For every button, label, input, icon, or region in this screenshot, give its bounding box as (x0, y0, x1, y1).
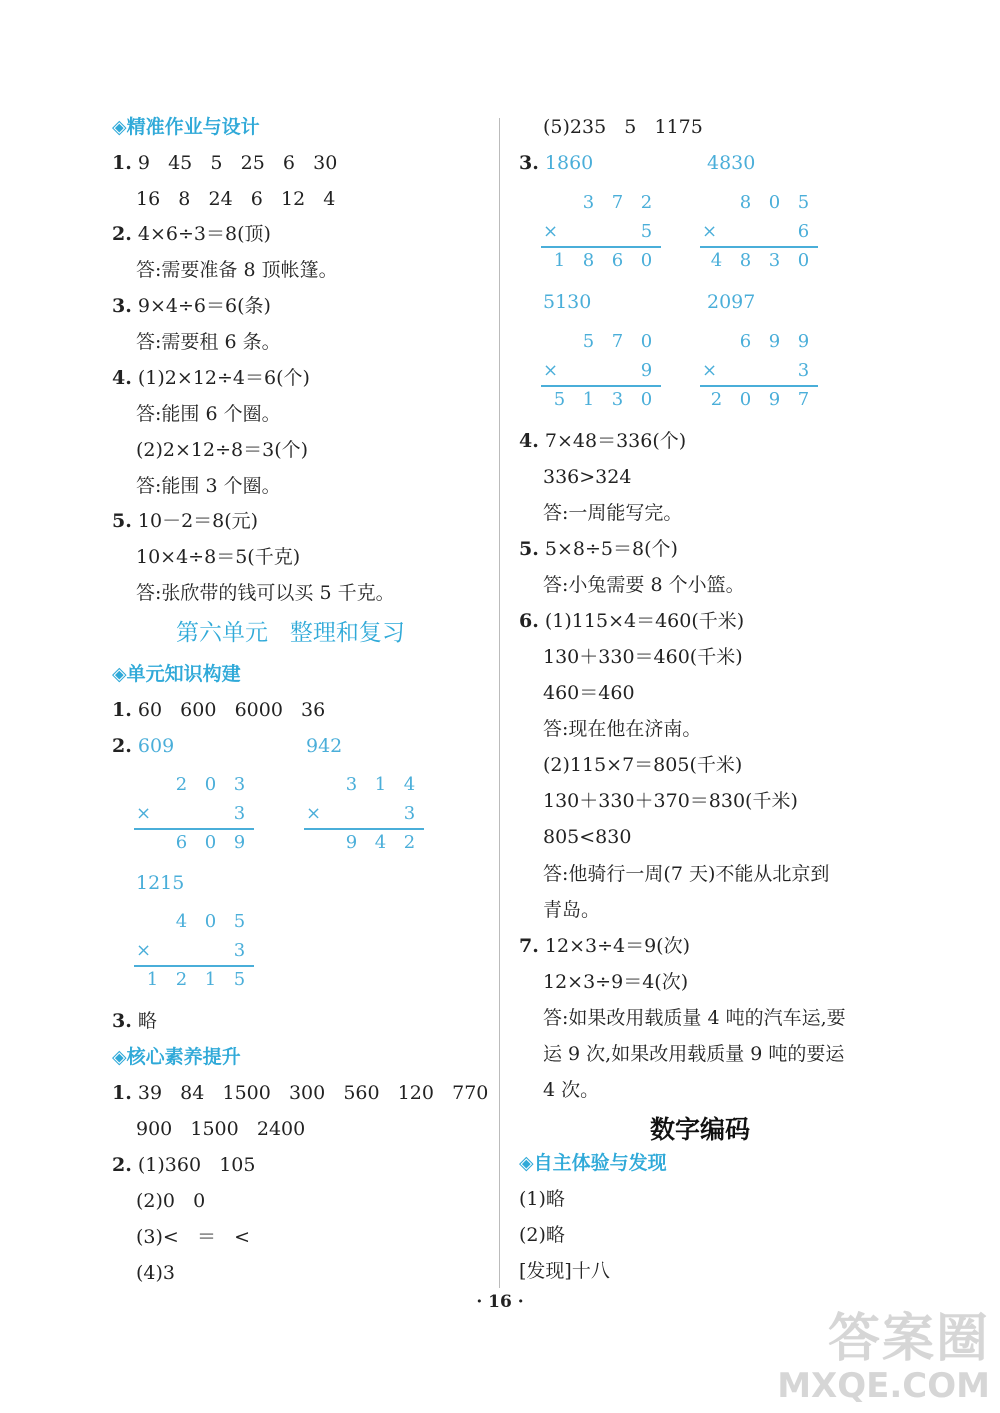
answer-text: 5×8÷5＝8(个) (544, 538, 678, 560)
answer-text: 942 (306, 735, 343, 757)
vertical-multiplication (541, 191, 661, 271)
answer-line (112, 366, 310, 390)
multiplicand-row: 8 0 5 (739, 192, 810, 213)
item-number: 5. (519, 538, 539, 560)
answer-line: 答:一周能写完。 (543, 502, 683, 524)
rule-line (700, 385, 818, 387)
answer-line: 900 1500 2400 (136, 1118, 306, 1140)
column-divider (499, 118, 500, 1288)
times-sign: × (306, 803, 322, 824)
multiplicand-row: 2 0 3 (175, 774, 246, 795)
multiplicand-row: 5 7 0 (582, 331, 653, 352)
answer-line (519, 609, 744, 633)
section-heading-self-experience: ◈自主体验与发现 (519, 1152, 667, 1174)
answer-line: (2)0 0 (136, 1190, 206, 1212)
item-number: 3. (112, 295, 132, 317)
answer-line: 336>324 (543, 466, 632, 488)
rule-line (134, 965, 254, 967)
answer-line (112, 1081, 488, 1105)
times-sign: × (136, 940, 152, 961)
vertical-multiplication (700, 330, 818, 410)
answer-line: 答:他骑行一周(7 天)不能从北京到 (543, 863, 830, 885)
item-number: 1. (112, 1082, 132, 1104)
multiplicand-row: 3 7 2 (582, 192, 653, 213)
answer-line: 答:如果改用载质量 4 吨的汽车运,要 (543, 1007, 846, 1029)
answer-line: 130＋330＋370＝830(千米) (543, 790, 798, 812)
multiplier-row: 6 (797, 221, 810, 242)
product-row: 1 2 1 5 (146, 969, 246, 990)
watermark-logo (777, 1311, 990, 1405)
answer-line: 4 次。 (543, 1079, 600, 1101)
unit-title: 第六单元 整理和复习 (176, 620, 405, 646)
item-number: 1. (112, 152, 132, 174)
item-number: 6. (519, 610, 539, 632)
product-row: 9 4 2 (345, 832, 416, 853)
section-heading-precise-homework: ◈精准作业与设计 (112, 116, 260, 138)
vertical-multiplication (541, 330, 661, 410)
item-number: 2. (112, 223, 132, 245)
item-number: 2. (112, 735, 132, 757)
answer-line: 805<830 (543, 826, 632, 848)
product-row: 6 0 9 (175, 832, 246, 853)
answer-text: (1)360 105 (137, 1154, 256, 1176)
answer-line (112, 734, 174, 758)
answer-text: 2097 (707, 291, 756, 313)
answer-text: 60 600 6000 36 (137, 699, 326, 721)
item-number: 1. (112, 699, 132, 721)
multiplier-row: 3 (233, 803, 246, 824)
item-number: 7. (519, 935, 539, 957)
answer-line: 10×4÷8＝5(千克) (136, 546, 301, 568)
rule-line (541, 385, 661, 387)
answer-line: (3)< ＝ < (136, 1226, 250, 1248)
multiplier-row: 5 (640, 221, 653, 242)
answer-line: (2)2×12÷8＝3(个) (136, 439, 309, 461)
answer-line (112, 1153, 255, 1177)
answer-line: 130＋330＝460(千米) (543, 646, 743, 668)
answer-line (112, 698, 325, 722)
times-sign: × (702, 360, 718, 381)
product-row: 5 1 3 0 (553, 389, 653, 410)
item-number: 4. (519, 430, 539, 452)
answer-line (519, 537, 678, 561)
answer-line: (2)略 (519, 1224, 565, 1246)
answer-text: 4×6÷3＝8(顶) (137, 223, 271, 245)
answer-text: (1)2×12÷4＝6(个) (137, 367, 310, 389)
answer-line: 答:现在他在济南。 (543, 718, 702, 740)
answer-text: 略 (137, 1010, 157, 1032)
answer-text: 7×48＝336(个) (544, 430, 687, 452)
answer-text: (1)115×4＝460(千米) (544, 610, 745, 632)
answer-line (519, 934, 690, 958)
answer-text: 39 84 1500 300 560 120 770 (137, 1082, 489, 1104)
answer-line: (5)235 5 1175 (543, 116, 703, 138)
rule-line (541, 246, 661, 248)
rule-line (700, 246, 818, 248)
multiplicand-row: 4 0 5 (175, 911, 246, 932)
times-sign: × (702, 221, 718, 242)
answer-line: [发现]十八 (519, 1260, 610, 1282)
section-heading-core-literacy: ◈核心素养提升 (112, 1046, 241, 1068)
product-row: 2 0 9 7 (710, 389, 810, 410)
multiplier-row: 3 (403, 803, 416, 824)
watermark-url: MXQE.COM (777, 1366, 990, 1406)
rule-line (134, 828, 254, 830)
answer-line: (4)3 (136, 1262, 176, 1284)
answer-line: 16 8 24 6 12 4 (136, 188, 336, 210)
answer-text: 12×3÷4＝9(次) (544, 935, 690, 957)
answer-text: 609 (137, 735, 175, 757)
answer-line: 青岛。 (543, 899, 601, 921)
answer-line: 460＝460 (543, 682, 635, 704)
product-row: 4 8 3 0 (710, 250, 810, 271)
page-number: · 16 · (476, 1292, 524, 1312)
answer-line: 答:需要租 6 条。 (136, 331, 281, 353)
answer-text: 10－2＝8(元) (137, 510, 259, 532)
answer-line: 答:能围 6 个圈。 (136, 403, 281, 425)
section-heading-unit-knowledge: ◈单元知识构建 (112, 663, 241, 685)
item-number: 3. (519, 152, 539, 174)
answer-line (112, 151, 337, 175)
answer-text: 1215 (136, 872, 185, 894)
multiplier-row: 3 (233, 940, 246, 961)
vertical-multiplication (304, 773, 424, 853)
multiplier-row: 3 (797, 360, 810, 381)
multiplicand-row: 3 1 4 (345, 774, 416, 795)
item-number: 4. (112, 367, 132, 389)
vertical-multiplication (134, 910, 254, 990)
answer-line: 答:张欣带的钱可以买 5 千克。 (136, 582, 395, 604)
times-sign: × (136, 803, 152, 824)
answer-line: 运 9 次,如果改用载质量 9 吨的要运 (543, 1043, 845, 1065)
answer-line (112, 294, 271, 318)
item-number: 3. (112, 1010, 132, 1032)
answer-text: 9 45 5 25 6 30 (137, 152, 338, 174)
answer-text: 5130 (543, 291, 592, 313)
answer-text: 4830 (707, 152, 756, 174)
section-title-digital-coding: 数字编码 (650, 1115, 751, 1144)
answer-text: 9×4÷6＝6(条) (137, 295, 271, 317)
product-row: 1 8 6 0 (553, 250, 653, 271)
watermark-text: 答案圈 (827, 1309, 990, 1369)
answer-line (519, 429, 686, 453)
answer-line (112, 509, 258, 533)
answer-line: (2)115×7＝805(千米) (543, 754, 743, 776)
answer-line (519, 151, 593, 175)
item-number: 2. (112, 1154, 132, 1176)
answer-line: 答:能围 3 个圈。 (136, 475, 281, 497)
multiplier-row: 9 (640, 360, 653, 381)
answer-line: 12×3÷9＝4(次) (543, 971, 689, 993)
multiplicand-row: 6 9 9 (739, 331, 810, 352)
times-sign: × (543, 221, 559, 242)
answer-line: 答:小兔需要 8 个小篮。 (543, 574, 745, 596)
vertical-multiplication (700, 191, 818, 271)
vertical-multiplication (134, 773, 254, 853)
answer-line (112, 1009, 157, 1033)
rule-line (304, 828, 424, 830)
answer-text: 1860 (544, 152, 594, 174)
times-sign: × (543, 360, 559, 381)
item-number: 5. (112, 510, 132, 532)
answer-line: 答:需要准备 8 顶帐篷。 (136, 259, 338, 281)
answer-line (112, 222, 271, 246)
answer-line: (1)略 (519, 1188, 565, 1210)
